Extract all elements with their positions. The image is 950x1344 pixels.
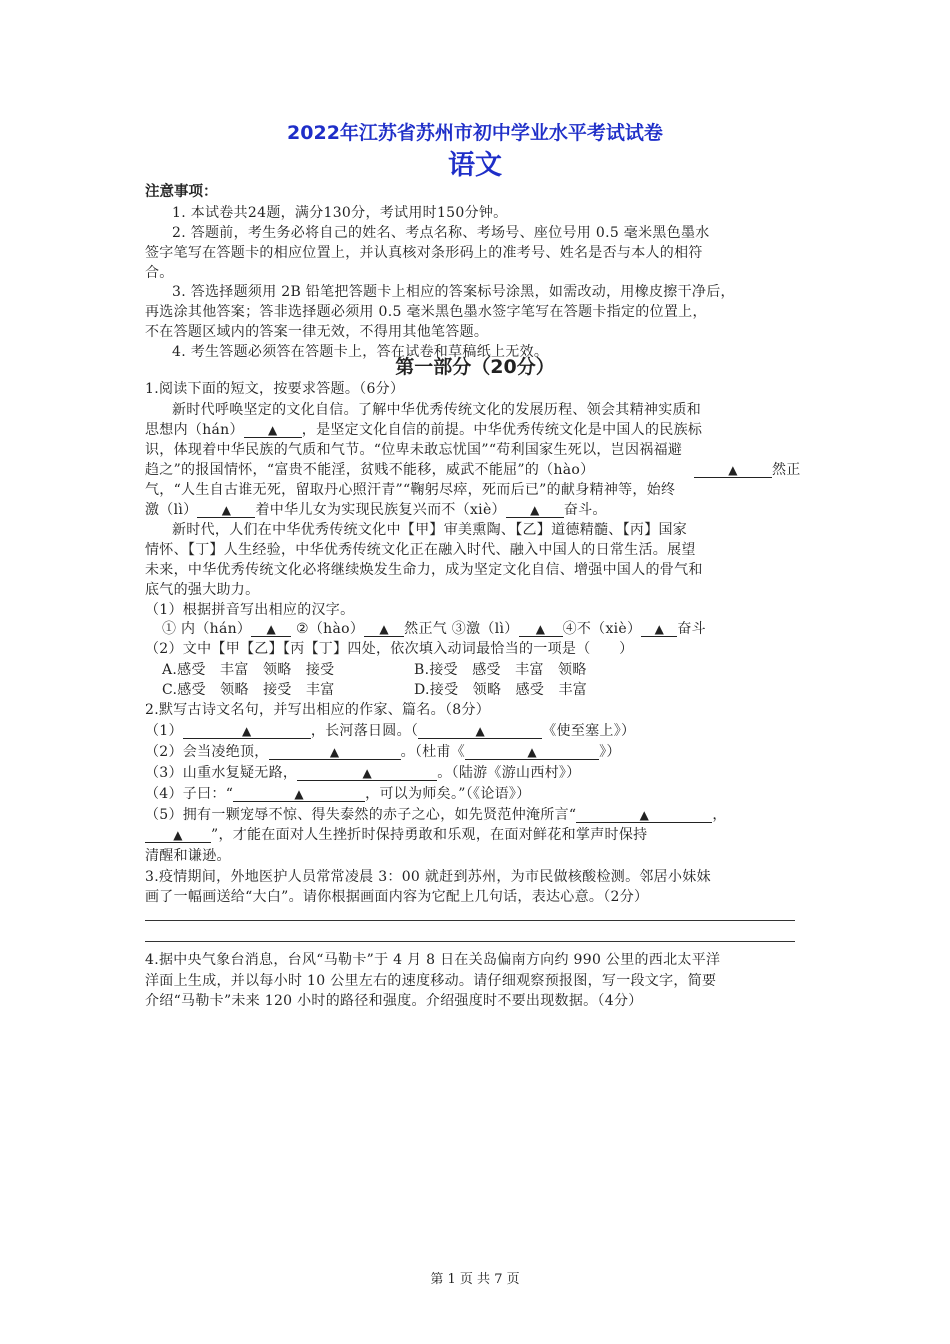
blank-marker: ▲ <box>329 745 340 759</box>
q2-text: （2）会当凌绝顶， <box>145 744 269 760</box>
answer-blank[interactable] <box>641 622 677 637</box>
q2-line-3 <box>145 762 581 782</box>
notice-item: 再选涂其他答案；答非选择题必须用 0.5 毫米黑色墨水签字笔写在答题卡指定的位置上， <box>145 304 707 320</box>
q2-line-6 <box>145 824 647 844</box>
subject-title: 语文 <box>448 150 502 181</box>
passage-text: 奋斗。 <box>563 502 607 518</box>
options-row <box>162 659 666 679</box>
blank-marker: ▲ <box>639 808 650 822</box>
blank-marker: ▲ <box>379 622 389 636</box>
answer-blank[interactable] <box>694 463 772 478</box>
blank-marker: ▲ <box>535 622 546 636</box>
answer-blank[interactable] <box>145 828 211 843</box>
page-footer: 第 1 页 共 7 页 <box>430 1272 520 1287</box>
passage-line: 情怀、【丁】人生经验，中华优秀传统文化正在融入时代、融入中国人的日常生活。展望 <box>145 542 696 558</box>
notice-item: 合。 <box>145 265 174 281</box>
question-4-line: 介绍“马勒卡”未来 120 小时的路径和强度。介绍强度时不要出现数据。（4分） <box>145 993 643 1009</box>
subquestion-1-items <box>162 618 706 638</box>
passage-line: 趋之”的报国情怀，“富贵不能淫，贫贱不能移，威武不能屈”的（hào） <box>145 462 595 478</box>
q2-text: ，长河落日圆。（ <box>310 723 419 739</box>
q2-line-5 <box>145 804 727 824</box>
question-4-line: 洋面上生成，并以每小时 10 公里左右的速度移动。请仔细观察预报图，写一段文字，简要 <box>145 973 717 989</box>
item-text: ④不（xiè） <box>562 621 642 637</box>
blank-marker: ▲ <box>362 766 372 780</box>
passage-line: 新时代呼唤坚定的文化自信。了解中华优秀传统文化的发展历程、领会其精神实质和 <box>172 402 702 418</box>
option-b[interactable]: B.接受 感受 丰富 领略 <box>414 662 587 678</box>
blank-marker: ▲ <box>728 463 738 477</box>
passage-line: 未来，中华优秀传统文化必将继续焕发生命力，成为坚定文化自信、增强中国人的骨气和 <box>145 562 703 578</box>
q2-text: 。（杜甫《 <box>400 744 466 760</box>
q2-text: 。（陆游《游山西村》） <box>437 765 581 781</box>
q2-text: （3）山重水复疑无路， <box>145 765 298 781</box>
options-row <box>162 679 666 699</box>
option-a[interactable]: A.感受 丰富 领略 接受 <box>162 662 335 678</box>
q2-text: ”，才能在面对人生挫折时保持勇敢和乐观，在面对鲜花和掌声时保持 <box>211 827 648 843</box>
notice-item: 3. 答选择题须用 2B 铅笔把答题卡上相应的答案标号涂黑，如需改动，用橡皮擦干净后， <box>172 284 735 300</box>
passage-text: 激（lì） <box>145 502 198 518</box>
answer-blank[interactable] <box>244 423 302 438</box>
blank-marker: ▲ <box>294 787 304 801</box>
question-4-line: 4.据中央气象台消息，台风“马勒卡”于 4 月 8 日在关岛偏南方向约 990 公里的西北太平洋 <box>145 952 721 968</box>
question-3-line: 画了一幅画送给“大白”。请你根据画面内容为它配上几句话，表达心意。（2分） <box>145 889 649 905</box>
item-text: ②（hào） <box>296 621 365 637</box>
q2-text: （5）拥有一颗宠辱不惊、得失泰然的赤子之心，如先贤范仲淹所言“ <box>145 807 577 823</box>
passage-text: 思想内（hán） <box>145 422 244 438</box>
notice-item: 1. 本试卷共24题，满分130分，考试用时150分钟。 <box>172 205 508 221</box>
q2-text: 《使至塞上》） <box>542 723 636 739</box>
answer-blank[interactable] <box>465 745 599 760</box>
q2-line-4 <box>145 783 531 803</box>
option-d[interactable]: D.接受 领略 感受 丰富 <box>414 682 588 698</box>
answer-blank[interactable] <box>197 503 255 518</box>
blank-marker: ▲ <box>654 622 665 636</box>
answer-blank[interactable] <box>576 808 712 823</box>
passage-line <box>145 419 702 439</box>
passage-line: 识，体现着中华民族的气质和气节。“位卑未敢忘忧国”“苟利国家生死以，岂因祸福避 <box>145 442 683 458</box>
blank-marker: ▲ <box>173 828 183 842</box>
passage-line <box>694 459 801 479</box>
notice-item: 不在答题区域内的答案一律无效，不得用其他笔答题。 <box>145 324 489 340</box>
answer-blank[interactable] <box>251 622 291 637</box>
q2-text: ，可以为师矣。”（《论语》） <box>365 786 531 802</box>
subquestion-1: （1）根据拼音写出相应的汉字。 <box>145 602 355 618</box>
answer-blank[interactable] <box>519 622 563 637</box>
answer-blank[interactable] <box>269 745 401 760</box>
exam-title: 2022年江苏省苏州市初中学业水平考试试卷 <box>287 122 663 144</box>
q2-text: ， <box>712 807 727 823</box>
answer-blank[interactable] <box>506 503 564 518</box>
question-2-stem: 2.默写古诗文名句，并写出相应的作家、篇名。（8分） <box>145 702 491 718</box>
passage-text: 着中华儿女为实现民族复兴而不（xiè） <box>255 502 506 518</box>
answer-line[interactable] <box>145 941 795 942</box>
passage-line: 底气的强大助力。 <box>145 582 260 598</box>
blank-marker: ▲ <box>266 622 276 636</box>
q2-text: （4）子曰：“ <box>145 786 234 802</box>
blank-marker: ▲ <box>527 745 537 759</box>
passage-text: ，是坚定文化自信的前提。中华优秀传统文化是中国人的民族标 <box>301 422 703 438</box>
answer-blank[interactable] <box>418 724 542 739</box>
question-3-line: 3.疫情期间，外地医护人员常常凌晨 3：00 就赶到苏州，为市民做核酸检测。邻居小妹妹 <box>145 869 711 885</box>
passage-line: 新时代，人们在中华优秀传统文化中【甲】审美熏陶、【乙】道德精髓、【丙】国家 <box>172 522 688 538</box>
answer-blank[interactable] <box>364 622 404 637</box>
answer-blank[interactable] <box>297 766 437 781</box>
part-heading: 第一部分（20分） <box>395 356 555 378</box>
passage-line: 气，“人生自古谁无死，留取丹心照汗青”“鞠躬尽瘁，死而后已”的献身精神等，始终 <box>145 482 676 498</box>
q2-text: 》） <box>599 744 621 760</box>
subquestion-2: （2）文中【甲【乙】【丙【丁】四处，依次填入动词最恰当的一项是（ ） <box>145 641 634 657</box>
blank-marker: ▲ <box>268 423 278 437</box>
blank-marker: ▲ <box>530 503 540 517</box>
answer-blank[interactable] <box>233 787 365 802</box>
item-text: 奋斗 <box>677 621 706 637</box>
blank-marker: ▲ <box>242 724 252 738</box>
question-1-stem: 1.阅读下面的短文，按要求答题。（6分） <box>145 381 405 397</box>
notice-item: 签字笔写在答题卡的相应位置上，并认真核对条形码上的准考号、姓名是否与本人的相符 <box>145 245 703 261</box>
item-text: ① 内（hán） <box>162 621 252 637</box>
answer-blank[interactable] <box>183 724 311 739</box>
answer-line[interactable] <box>145 920 795 921</box>
q2-line-2 <box>145 741 621 761</box>
item-text: 然正气 ③激（lì） <box>404 621 519 637</box>
blank-marker: ▲ <box>221 503 232 517</box>
q2-line-1 <box>145 720 635 740</box>
q2-line-7: 清醒和谦逊。 <box>145 848 231 864</box>
option-c[interactable]: C.感受 领略 接受 丰富 <box>162 682 335 698</box>
q2-text: （1） <box>145 723 183 739</box>
passage-line <box>145 499 607 519</box>
notice-item: 2. 答题前，考生务必将自己的姓名、考点名称、考场号、座位号用 0.5 毫米黑色墨水 <box>172 225 710 241</box>
notice-heading: 注意事项： <box>145 184 218 200</box>
blank-marker: ▲ <box>475 724 485 738</box>
notice-item: 4. 考生答题必须答在答题卡上，答在试卷和草稿纸上无效。 <box>172 344 549 360</box>
passage-text: 然正 <box>772 462 801 478</box>
